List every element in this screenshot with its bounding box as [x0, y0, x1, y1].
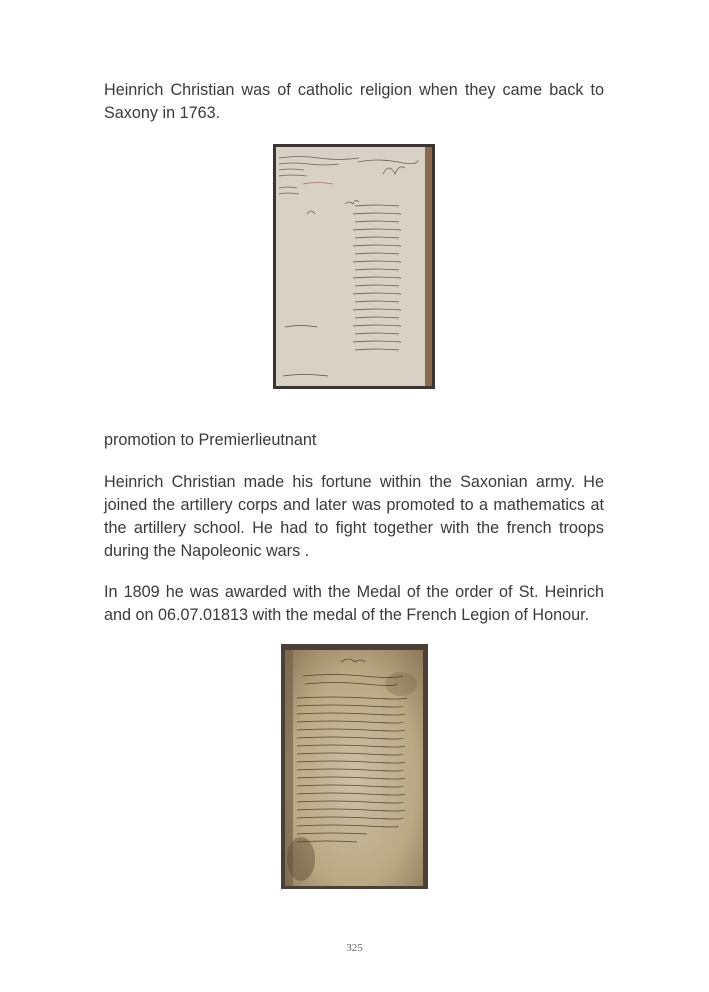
manuscript-photo-1 — [273, 144, 435, 389]
paragraph-medal-awards: In 1809 he was awarded with the Medal of the order of St. Heinrich and on 06.07.01813 with the medal of the French Legion of Honour. — [104, 583, 604, 624]
paragraph-saxonian-army: Heinrich Christian made his fortune within the Saxonian army. He joined the artillery corps and later was promoted to a mathematics at the artillery school. He had to fight together with the french troops during the Napoleonic wars . — [104, 473, 604, 560]
page-number: 325 — [346, 942, 363, 954]
paragraph-catholic-religion: Heinrich Christian was of catholic religion when they came back to Saxony in 1763. — [104, 81, 604, 122]
manuscript-photo-2 — [281, 644, 428, 889]
section-heading: promotion to Premierlieutnant — [104, 431, 317, 449]
